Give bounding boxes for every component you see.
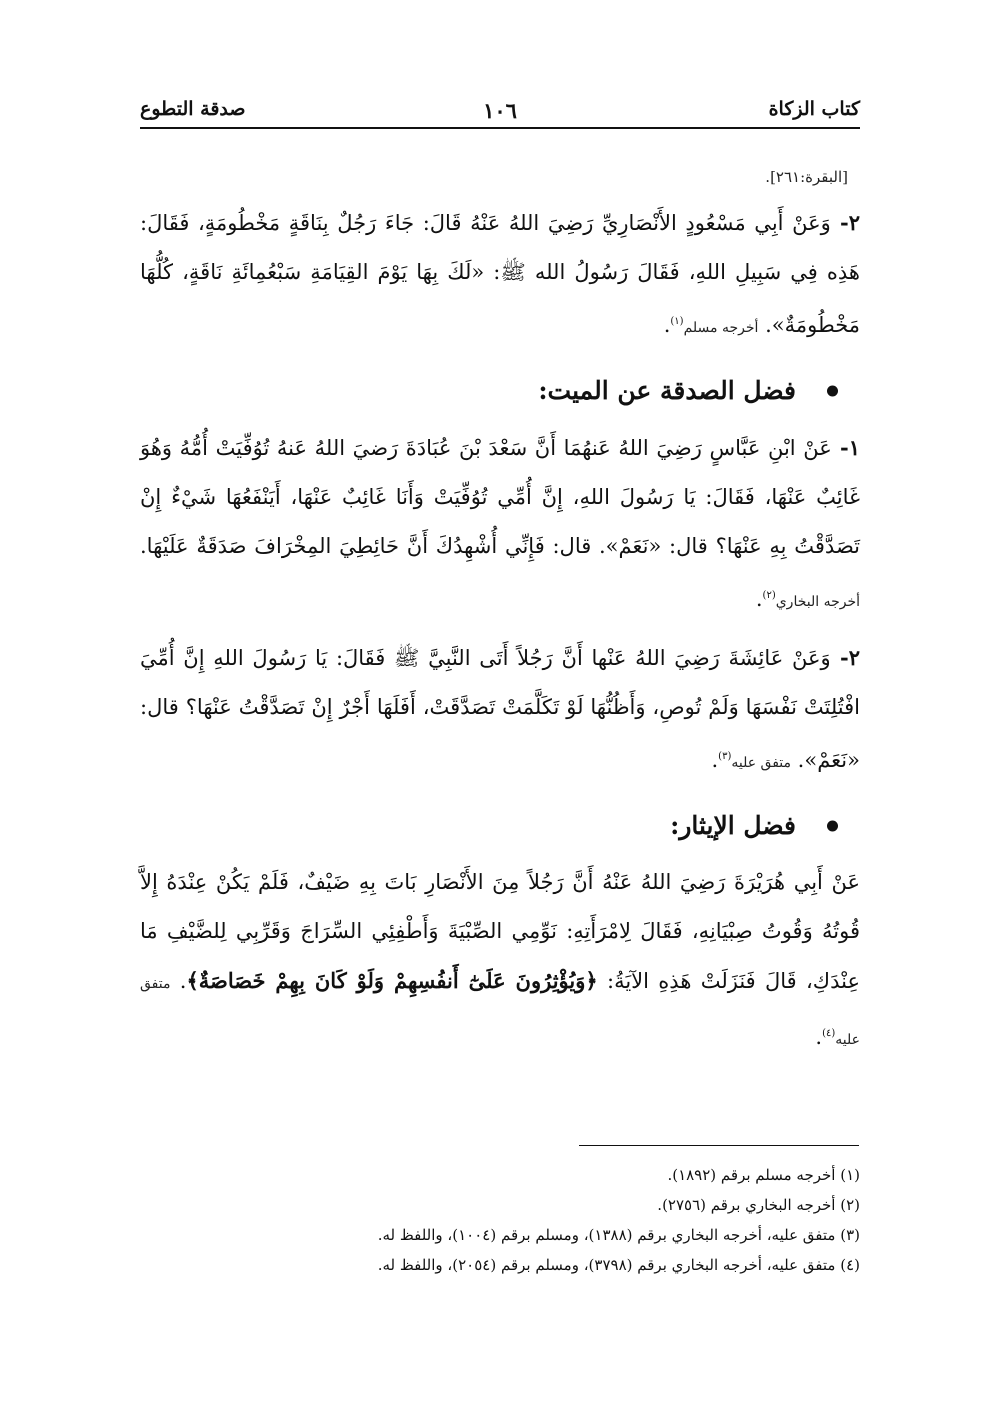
bullet-icon (827, 821, 838, 832)
hadith-text: عَنْ ابْنِ عَبَّاسٍ رَضِيَ اللهُ عَنهُمَا أَنَّ سَعْدَ بْنَ عُبَادَةَ رَضيَ اللهُ عَنهُ تُوُفِّيَتْ أُمُّهُ وَهُوَ غَائِبٌ عَنْهَا، فَقَالَ: يَا رَسُولَ اللهِ، إِنَّ أُمِّي تُوُفِّيَتْ وَأَنَا غَائِبٌ عَنْهَا، أَيَنْفَعُهَا شَيْءٌ إِنْ تَصَدَّقْتُ بِهِ عَنْهَا؟ قال: «نَعَمْ». قال: فَإِنِّي أُشْهِدُكَ أَنَّ حَائِطِيَ المِخْرَافَ صَدَقَةٌ عَلَيْهَا. (140, 436, 860, 558)
hadith-source: أخرجه البخاري (775, 594, 860, 610)
header-divider (140, 127, 860, 129)
footnote-item: (٢) أخرجه البخاري برقم (٢٧٥٦). (657, 1196, 860, 1214)
section-heading (140, 806, 860, 846)
hadith-text: عَنْ أَبِي هُرَيْرَةَ رَضِيَ اللهُ عَنْهُ أَنَّ رَجُلاً مِنَ الأَنْصَارِ بَاتَ بِهِ ضَيْفٌ، فَلَمْ يَكُنْ عِنْدَهُ إِلاَّ قُوتُهُ وَقُوتُ صِبْيَانِهِ، فَقَالَ لِامْرَأَتِهِ: نَوِّمِي الصِّبْيَةَ وَأَطْفِئِي السِّرَاجَ وَقَرِّبِي لِلضَّيْفِ مَا عِنْدَكِ، قَالَ فَنَزَلَتْ هَذِهِ الآيَةُ: (140, 870, 860, 993)
footnote-marker[interactable]: (١) (670, 316, 684, 327)
hadith-paragraph: ١- عَنْ ابْنِ عَبَّاسٍ رَضِيَ اللهُ عَنهُمَا أَنَّ سَعْدَ بْنَ عُبَادَةَ رَضيَ اللهُ عَنهُ تُوُفِّيَتْ أُمُّهُ وَهُوَ غَائِبٌ عَنْهَا، فَقَالَ: يَا رَسُولَ اللهِ، إِنَّ أُمِّي تُوُفِّيَتْ وَأَنَا غَائِبٌ عَنْهَا، أَيَنْفَعُهَا شَيْءٌ إِنْ تَصَدَّقْتُ بِهِ عَنْهَا؟ قال: «نَعَمْ». قال: فَإِنِّي أُشْهِدُكَ أَنَّ حَائِطِيَ المِخْرَافَ صَدَقَةٌ عَلَيْهَا. أخرجه البخاري$^{(٢)}$. (140, 435, 860, 611)
footnotes (140, 1160, 860, 1280)
footnote-item: (١) أخرجه مسلم برقم (١٨٩٢). (667, 1166, 860, 1184)
hadith-paragraph: ٢- وَعَنْ عَائِشَةَ رَضِيَ اللهُ عَنْها أَنَّ رَجُلاً أَتَى النَّبِيَّ ﷺ فَقَالَ: يَا رَسُولَ اللهِ إِنَّ أُمِّيَ افْتُلِتَتْ نَفْسَهَا وَلَمْ تُوصِ، وَأَظُنُّهَا لَوْ تَكَلَّمَتْ تَصَدَّقَتْ، أَفَلَهَا أَجْرٌ إِنْ تَصَدَّقْتُ عَنْهَا؟ قال: «نَعَمْ». متفق عليه$^{(٣)}$. (140, 645, 860, 772)
section-heading-text: فضل الإيثار: (670, 811, 796, 840)
book-title: كتاب الزكاة (768, 98, 860, 120)
hadith-source: أخرجه مسلم (683, 320, 759, 336)
page-body (140, 168, 860, 1071)
bullet-icon (827, 386, 838, 397)
hadith-number: ١- (831, 435, 860, 460)
hadith-number: ٢- (830, 210, 861, 235)
footnote-marker[interactable]: (٤) (822, 1028, 836, 1039)
quran-verse: ﴿وَيُؤْثِرُونَ عَلَىٰٓ أَنفُسِهِمْ وَلَوْ كَانَ بِهِمْ خَصَاصَةٌ﴾ (186, 968, 598, 993)
footnote-divider (579, 1145, 859, 1146)
section-heading-text: فضل الصدقة عن الميت: (538, 376, 796, 405)
hadith-text: وَعَنْ أَبِي مَسْعُودٍ الأَنْصَارِيِّ رَضِيَ اللهُ عَنْهُ قَالَ: جَاءَ رَجُلٌ بِنَاقَةٍ مَخْطُومَةٍ، فَقَالَ: هَذِه فِي سَبِيلِ اللهِ، فَقَالَ رَسُولُ الله ﷺ: «لَكَ بِهَا يَوْمَ القِيَامَةِ سَبْعُمِائَةِ نَاقَةٍ، كُلُّهَا مَخْطُومَةٌ». (140, 211, 860, 337)
footnote-item: (٣) متفق عليه، أخرجه البخاري برقم (١٣٨٨)، ومسلم برقم (١٠٠٤)، واللفظ له. (377, 1226, 860, 1244)
page-header (140, 98, 860, 128)
footnote-marker[interactable]: (٢) (762, 590, 776, 601)
hadith-source: متفق عليه (140, 976, 860, 1048)
section-heading (140, 371, 860, 411)
hadith-text-after: . (170, 969, 187, 993)
footnote-marker[interactable]: (٣) (718, 751, 732, 762)
quran-reference: [البقرة:٢٦١]. (765, 168, 848, 186)
footnote-item: (٤) متفق عليه، أخرجه البخاري برقم (٣٧٩٨)، ومسلم برقم (٢٠٥٤)، واللفظ له. (377, 1256, 860, 1274)
hadith-paragraph: ٢- وَعَنْ أَبِي مَسْعُودٍ الأَنْصَارِيِّ رَضِيَ اللهُ عَنْهُ قَالَ: جَاءَ رَجُلٌ بِنَاقَةٍ مَخْطُومَةٍ، فَقَالَ: هَذِه فِي سَبِيلِ اللهِ، فَقَالَ رَسُولُ الله ﷺ: «لَكَ بِهَا يَوْمَ القِيَامَةِ سَبْعُمِائَةِ نَاقَةٍ، كُلُّهَا مَخْطُومَةٌ». أخرجه مسلم$^{(١)}$. (140, 210, 861, 337)
hadith-source: متفق عليه (731, 755, 791, 771)
hadith-paragraph: عَنْ أَبِي هُرَيْرَةَ رَضِيَ اللهُ عَنْهُ أَنَّ رَجُلاً مِنَ الأَنْصَارِ بَاتَ بِهِ ضَيْفٌ، فَلَمْ يَكُنْ عِنْدَهُ إِلاَّ قُوتُهُ وَقُوتُ صِبْيَانِهِ، فَقَالَ لِامْرَأَتِهِ: نَوِّمِي الصِّبْيَةَ وَأَطْفِئِي السِّرَاجَ وَقَرِّبِي لِلضَّيْفِ مَا عِنْدَكِ، قَالَ فَنَزَلَتْ هَذِهِ الآيَةُ: ﴿وَيُؤْثِرُونَ عَلَىٰٓ أَنفُسِهِمْ وَلَوْ كَانَ بِهِمْ خَصَاصَةٌ﴾. متفق عليه$^{(٤)}$. (140, 870, 860, 1049)
page-number: ١٠٦ (483, 98, 517, 123)
hadith-text: وَعَنْ عَائِشَةَ رَضِيَ اللهُ عَنْها أَنَّ رَجُلاً أَتَى النَّبِيَّ ﷺ فَقَالَ: يَا رَسُولَ اللهِ إِنَّ أُمِّيَ افْتُلِتَتْ نَفْسَهَا وَلَمْ تُوصِ، وَأَظُنُّهَا لَوْ تَكَلَّمَتْ تَصَدَّقَتْ، أَفَلَهَا أَجْرٌ إِنْ تَصَدَّقْتُ عَنْهَا؟ قال: «نَعَمْ». (140, 646, 860, 772)
section-title: صدقة التطوع (140, 98, 246, 120)
hadith-number: ٢- (830, 645, 860, 670)
